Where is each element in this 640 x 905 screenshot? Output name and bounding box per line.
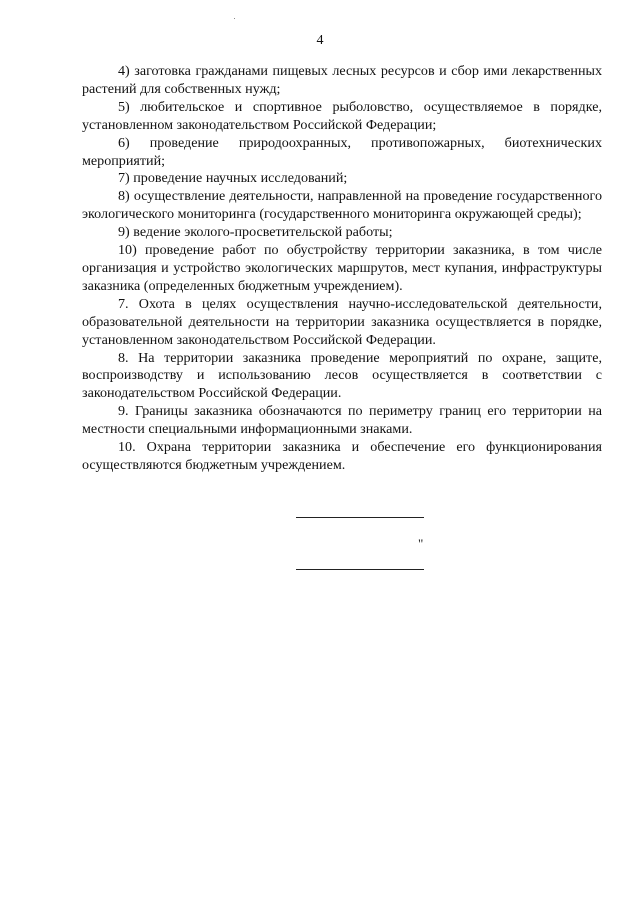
separator-line-bottom (296, 569, 424, 570)
separator-line-top (296, 517, 424, 518)
list-item-8: 8) осуществление деятельности, направленной на проведение государственного экологического мониторинга (государственного мониторинга окружающей среды); (82, 188, 602, 223)
page-number: 4 (316, 33, 324, 48)
section-7-paragraph: 7. Охота в целях осуществления научно-исследовательской деятельности, образовательной деятельности на территории заказника осуществляется в порядке, установленном законодательством Российской Федерации. (82, 295, 602, 348)
list-item-4: 4) заготовка гражданами пищевых лесных ресурсов и сбор ими лекарственных растений для собственных нужд; (82, 63, 602, 97)
list-item-5: 5) любительское и спортивное рыболовство, осуществляемое в порядке, установленном законодательством Российской Федерации; (82, 98, 602, 133)
section-10-paragraph: 10. Охрана территории заказника и обеспечение его функционирования осуществляются бюджетным учреждением. (82, 439, 602, 473)
list-item-7: 7) проведение научных исследований; (118, 170, 348, 187)
document-body (82, 63, 602, 475)
list-item-10: 10) проведение работ по обустройству территории заказника, в том числе организация и устройство экологических маршрутов, мест купания, инфраструктуры заказника (определенных бюджетным учреждением). (82, 242, 602, 294)
list-item-9: 9) ведение эколого-просветительской работы; (118, 224, 393, 241)
section-9-paragraph: 9. Границы заказника обозначаются по периметру границ его территории на местности специальными информационными знаками. (82, 403, 602, 438)
closing-quote-mark: " (418, 536, 424, 551)
section-8-paragraph: 8. На территории заказника проведение мероприятий по охране, защите, воспроизводству и использованию лесов осуществляется в соответствии с законодательством Российской Федерации. (82, 349, 602, 402)
list-item-6: 6) проведение природоохранных, противопожарных, биотехнических мероприятий; (82, 134, 602, 169)
scan-speck (234, 18, 235, 19)
